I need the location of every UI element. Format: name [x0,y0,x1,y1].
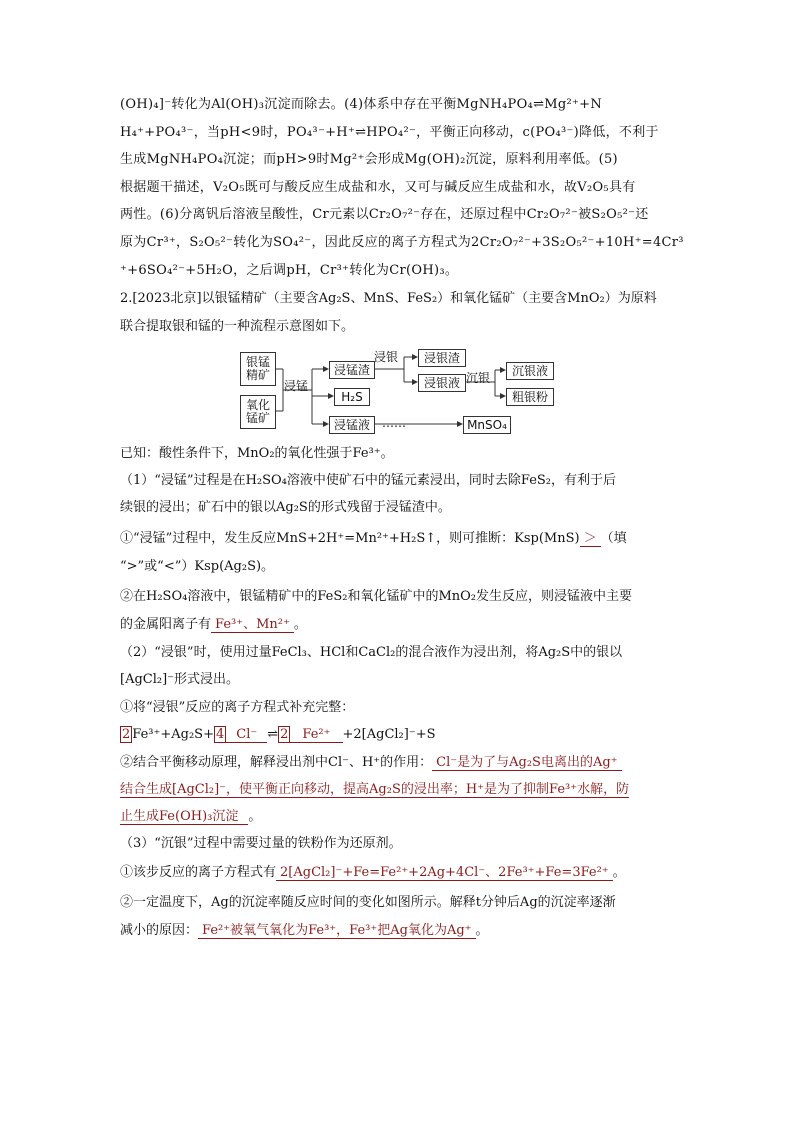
equation-part: Fe³⁺+Ag₂S+ [132,727,214,742]
part1a-question: ①“浸锰”过程中，发生反应MnS+2H⁺=Mn²⁺+H₂S↑，则可推断：Ksp(MnS) [120,531,580,546]
ellipsis-label: …… [382,416,406,430]
part1b-tail: 。 [293,617,307,632]
part1b-text: ②在H₂SO₄溶液中，银锰精矿中的FeS₂和氧化锰矿中的MnO₂发生反应，则浸锰液中主要 [120,589,632,604]
part1a-answer: ＞ [580,531,601,547]
solution-line: 根据题干描述，V₂O₅既可与酸反应生成盐和水，又可与碱反应生成盐和水，故V₂O₅具有 [120,180,636,195]
part2b-text [120,754,622,772]
h2s-box: H₂S [334,388,370,406]
part2b-answer: Cl⁻是为了与Ag₂S电离出的Ag⁺ [432,755,621,771]
step-leach-ag-label: 浸银 [374,350,399,364]
solution-line: ⁺+6SO₄²⁻+5H₂O，之后调pH，Cr³⁺转化为Cr(OH)₃。 [120,263,459,278]
part1b-question: 的金属阳离子有 [120,617,212,632]
solution-line: 原为Cr³⁺，S₂O₅²⁻转化为SO₄²⁻，因此反应的离子方程式为2Cr₂O₇²⁻+3S₂O₅²⁻+10H⁺=4Cr³ [120,235,684,250]
flow-arrows [0,0,794,440]
part3b-tail: 。 [475,923,489,938]
part3b-text: ②一定温度下，Ag的沉淀率随反应时间的变化如图所示。解释t分钟后Ag的沉淀率逐渐 [120,895,616,910]
mnso4-box: MnSO₄ [463,416,511,434]
step-precip-ag-label: 沉银 [466,371,491,385]
part3-text: （3）“沉银”过程中需要过量的铁粉作为还原剂。 [120,836,402,851]
solution-line: 两性。(6)分离钒后溶液呈酸性，Cr元素以Cr₂O₇²⁻存在，还原过程中Cr₂O₇²⁻被S₂O₅²⁻还 [120,207,649,222]
equation-answer: Cl⁻ [226,727,267,743]
precip-liquor-box: 沉银液 [506,362,554,380]
ore1-box: 银锰精矿 [240,352,276,386]
part2b-tail: 。 [248,809,262,824]
part1b-text [120,616,307,634]
ionic-equation [120,726,436,744]
solution-line: 生成MgNH₄PO₄沉淀；而pH>9时Mg²⁺会形成Mg(OH)₂沉淀，原料利用率低。(5) [120,152,618,167]
part3a-answer: 2[AgCl₂]⁻+Fe=Fe²⁺+2Ag+4Cl⁻、2Fe³⁺+Fe=3Fe²⁺ [276,865,613,881]
equilibrium-arrow: ⇌ [267,727,279,742]
equation-part: +2[AgCl₂]⁻+S [342,727,436,742]
solution-line: H₄⁺+PO₄³⁻，当pH<9时，PO₄³⁻+H⁺⇌HPO₄²⁻，平衡正向移动，c(PO₄³⁻)降低，不利于 [120,125,659,140]
known-condition: 已知：酸性条件下，MnO₂的氧化性强于Fe³⁺。 [120,446,394,461]
part3a-tail: 。 [612,865,626,880]
part2b-text [120,808,261,826]
coefficient-box: 2 [280,727,289,742]
part1-text: 续银的浸出；矿石中的银以Ag₂S的形式残留于浸锰渣中。 [120,500,451,515]
part3b-question: 减小的原因： [120,923,199,938]
part1a-text: “>”或“<”）Ksp(Ag₂S)。 [120,559,275,574]
part1a-question-tail: （填 [600,531,627,546]
part3b-answer: Fe²⁺被氧气氧化为Fe³⁺，Fe³⁺把Ag氧化为Ag⁺ [198,923,476,939]
crude-silver-box: 粗银粉 [506,388,554,406]
ag-residue-box: 浸银渣 [418,349,466,367]
part3b-text [120,922,489,940]
coefficient-box: 2 [122,727,131,742]
part2b-answer: 止生成Fe(OH)₃沉淀 [120,809,248,825]
step-leach-mn-label: 浸锰 [284,379,309,393]
part2-text: [AgCl₂]⁻形式浸出。 [120,672,240,687]
mn-residue-box: 浸锰渣 [329,361,375,379]
part2b-text [120,781,629,799]
part1-text: （1）“浸锰”过程是在H₂SO₄溶液中使矿石中的锰元素浸出，同时去除FeS₂，有利于后 [120,473,617,488]
coefficient-box: 4 [215,727,225,742]
part2a-label: ①将“浸银”反应的离子方程式补充完整： [120,700,355,715]
part1b-answer: Fe³⁺、Mn²⁺ [211,617,294,633]
part2b-answer: 结合生成[AgCl₂]⁻，使平衡正向移动，提高Ag₂S的浸出率；H⁺是为了抑制Fe³⁺水解，防 [120,782,630,797]
mn-liquor-box: 浸锰液 [329,416,375,434]
part2-text: （2）“浸银”时，使用过量FeCl₃、HCl和CaCl₂的混合液作为浸出剂，将Ag₂S中的银以 [120,645,623,660]
part2b-question: ②结合平衡移动原理，解释浸出剂中Cl⁻、H⁺的作用： [120,755,433,770]
question-intro: 联合提取银和锰的一种流程示意图如下。 [120,319,355,334]
ore2-box: 氧化锰矿 [240,395,276,429]
question-intro: 2.[2023北京]以银锰精矿（主要含Ag₂S、MnS、FeS₂）和氧化锰矿（主要含MnO₂）为原料 [120,291,657,306]
part3a-text [120,864,626,882]
equation-answer: Fe²⁺ [290,727,342,743]
part3a-question: ①该步反应的离子方程式有 [120,865,277,880]
solution-line: (OH)₄]⁻转化为Al(OH)₃沉淀而除去。(4)体系中存在平衡MgNH₄PO₄⇌Mg²⁺+N [120,97,603,112]
part1a-text [120,530,627,548]
ag-liquor-box: 浸银液 [418,374,466,392]
